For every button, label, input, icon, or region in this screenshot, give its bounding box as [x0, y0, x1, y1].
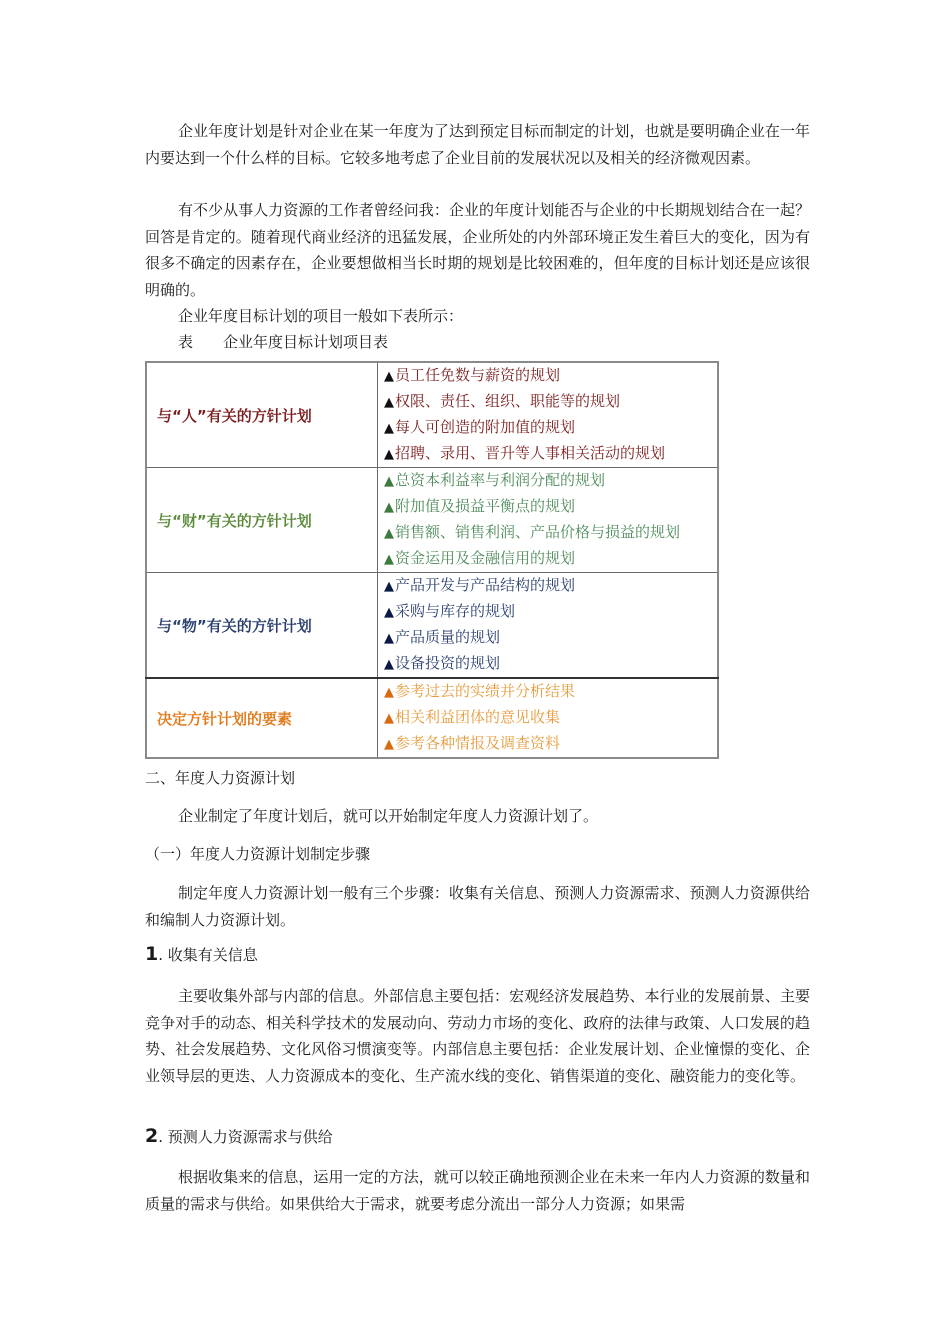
step-1-heading — [145, 941, 258, 968]
triangle-bullet-icon: ▲ — [384, 657, 394, 672]
list-item: ▲产品开发与产品结构的规划 — [384, 576, 576, 594]
table-row-people — [146, 362, 718, 468]
list-item: ▲采购与库存的规划 — [384, 602, 516, 620]
triangle-bullet-icon: ▲ — [384, 526, 394, 541]
triangle-bullet-icon: ▲ — [384, 500, 394, 515]
step-1-number: 1 — [145, 943, 159, 965]
triangle-bullet-icon: ▲ — [384, 474, 394, 489]
list-item: ▲员工任免数与薪资的规划 — [384, 366, 561, 384]
list-item: ▲参考各种情报及调查资料 — [384, 734, 561, 752]
table-caption: 表 企业年度目标计划项目表 — [178, 333, 389, 351]
triangle-bullet-icon: ▲ — [384, 421, 394, 436]
list-item: ▲总资本利益率与利润分配的规划 — [384, 471, 606, 489]
triangle-bullet-icon: ▲ — [384, 447, 394, 462]
annual-plan-table — [145, 361, 719, 759]
items-material — [378, 573, 719, 679]
list-item: ▲资金运用及金融信用的规划 — [384, 549, 576, 567]
list-item: ▲销售额、销售利润、产品价格与损益的规划 — [384, 523, 681, 541]
triangle-bullet-icon: ▲ — [384, 605, 394, 620]
triangle-bullet-icon: ▲ — [384, 737, 394, 752]
step-2-number: 2 — [145, 1125, 159, 1147]
subsection-heading: （一）年度人力资源计划制定步骤 — [145, 845, 371, 863]
triangle-bullet-icon: ▲ — [384, 579, 394, 594]
step-2-heading — [145, 1123, 333, 1150]
triangle-bullet-icon: ▲ — [384, 711, 394, 726]
step-2-body: 根据收集来的信息，运用一定的方法，就可以较正确地预测企业在未来一年内人力资源的数量和质量的需求与供给。如果供给大于需求，就要考虑分流出一部分人力资源；如果需 — [145, 1168, 810, 1213]
list-item: ▲招聘、录用、晋升等人事相关活动的规划 — [384, 444, 666, 462]
table-row-factors — [146, 678, 718, 758]
list-item: ▲权限、责任、组织、职能等的规划 — [384, 392, 621, 410]
section-heading: 二、年度人力资源计划 — [145, 769, 296, 787]
items-finance — [378, 468, 719, 573]
step-2-title: . 预测人力资源需求与供给 — [158, 1128, 333, 1146]
category-factors: 决定方针计划的要素 — [146, 678, 378, 758]
items-factors — [378, 678, 719, 758]
list-item: ▲每人可创造的附加值的规划 — [384, 418, 576, 436]
triangle-bullet-icon: ▲ — [384, 395, 394, 410]
table-row-finance — [146, 468, 718, 573]
section-paragraph-2: 制定年度人力资源计划一般有三个步骤：收集有关信息、预测人力资源需求、预测人力资源供给和编制人力资源计划。 — [145, 884, 810, 929]
category-material: 与“物”有关的方针计划 — [146, 573, 378, 679]
list-item: ▲设备投资的规划 — [384, 654, 501, 672]
intro-paragraph-3: 企业年度目标计划的项目一般如下表所示： — [178, 307, 464, 325]
list-item: ▲附加值及损益平衡点的规划 — [384, 497, 576, 515]
triangle-bullet-icon: ▲ — [384, 631, 394, 646]
section-paragraph-1: 企业制定了年度计划后，就可以开始制定年度人力资源计划了。 — [178, 807, 599, 825]
triangle-bullet-icon: ▲ — [384, 552, 394, 567]
triangle-bullet-icon: ▲ — [384, 369, 394, 384]
step-1-body: 主要收集外部与内部的信息。外部信息主要包括：宏观经济发展趋势、本行业的发展前景、主要竞争对手的动态、相关科学技术的发展动向、劳动力市场的变化、政府的法律与政策、人口发展的趋势、社会发展趋势、文化风俗习惯演变等。内部信息主要包括：企业发展计划、企业憧憬的变化、企业领导层的更迭、人力资源成本的变化、生产流水线的变化、销售渠道的变化、融资能力的变化等。 — [145, 987, 810, 1085]
table-row-material — [146, 573, 718, 679]
category-people: 与“人”有关的方针计划 — [146, 362, 378, 468]
step-1-title: . 收集有关信息 — [158, 946, 258, 964]
intro-paragraph-2: 有不少从事人力资源的工作者曾经问我：企业的年度计划能否与企业的中长期规划结合在一起？回答是肯定的。随着现代商业经济的迅猛发展，企业所处的内外部环境正发生着巨大的变化，因为有很多不确定的因素存在，企业要想做相当长时期的规划是比较困难的，但年度的目标计划还是应该很明确的。 — [145, 201, 810, 299]
triangle-bullet-icon: ▲ — [384, 685, 394, 700]
items-people — [378, 362, 719, 468]
intro-paragraph-1: 企业年度计划是针对企业在某一年度为了达到预定目标而制定的计划，也就是要明确企业在一年内要达到一个什么样的目标。它较多地考虑了企业目前的发展状况以及相关的经济微观因素。 — [145, 122, 810, 167]
category-finance: 与“财”有关的方针计划 — [146, 468, 378, 573]
list-item: ▲参考过去的实绩并分析结果 — [384, 682, 576, 700]
list-item: ▲产品质量的规划 — [384, 628, 501, 646]
list-item: ▲相关利益团体的意见收集 — [384, 708, 561, 726]
